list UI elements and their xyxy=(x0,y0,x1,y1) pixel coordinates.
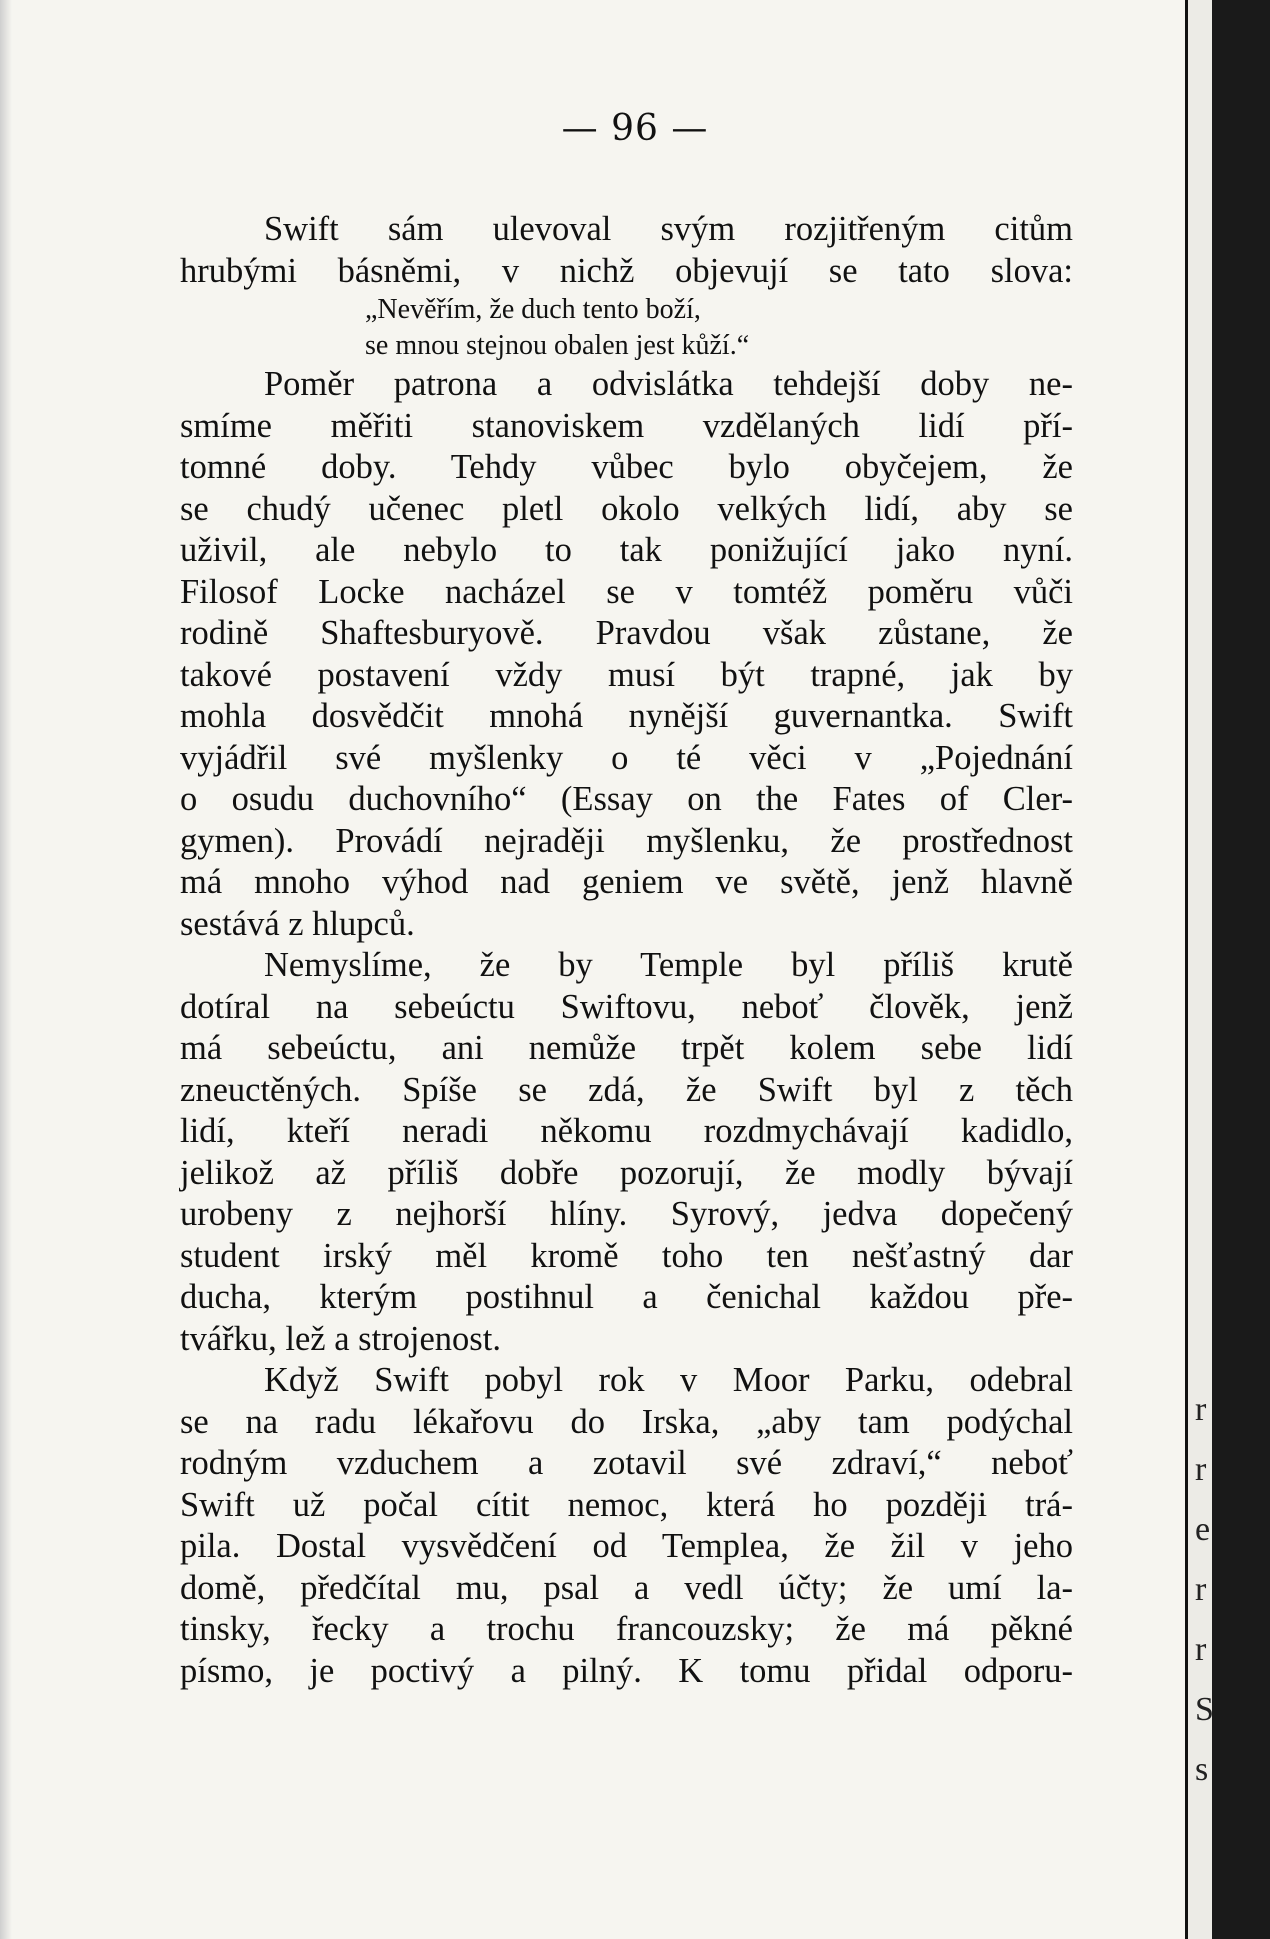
text-line: jelikož až příliš dobře pozorují, že modly bývají xyxy=(180,1153,1073,1192)
margin-mark: r xyxy=(1195,1451,1207,1488)
text-line: urobeny z nejhorší hlíny. Syrový, jedva dopečený xyxy=(180,1195,1073,1233)
margin-mark: r xyxy=(1195,1571,1207,1608)
text-line: ducha, kterým postihnul a čenichal každou pře- xyxy=(180,1278,1073,1316)
page-body-text xyxy=(180,209,1073,1692)
text-line: má sebeúctu, ani nemůže trpět kolem sebe lidí xyxy=(180,1029,1073,1067)
text-line: Poměr patrona a odvislátka tehdejší doby ne- xyxy=(264,365,1073,403)
margin-mark: r xyxy=(1195,1391,1207,1428)
text-line: tinsky, řecky a trochu francouzsky; že má pěkné xyxy=(180,1610,1073,1648)
text-line: rodným vzduchem a zotavil své zdraví,“ neboť xyxy=(180,1444,1073,1482)
text-line: o osudu duchovního“ (Essay on the Fates of Cler- xyxy=(180,780,1073,818)
text-line: student irský měl kromě toho ten nešťastný dar xyxy=(180,1236,1073,1275)
text-line: smíme měřiti stanoviskem vzdělaných lidí pří- xyxy=(180,406,1073,445)
text-line: pila. Dostal vysvědčení od Templea, že žil v jeho xyxy=(180,1527,1073,1565)
text-line: vyjádřil své myšlenky o té věci v „Pojednání xyxy=(180,738,1073,777)
verse-line: „Nevěřím, že duch tento boží, xyxy=(365,294,701,325)
text-line: zneuctěných. Spíše se zdá, že Swift byl z těch xyxy=(180,1070,1073,1109)
text-line: písmo, je poctivý a pilný. K tomu přidal odporu- xyxy=(180,1651,1073,1690)
text-line: má mnoho výhod nad geniem ve světě, jenž hlavně xyxy=(180,863,1073,901)
text-line: Filosof Locke nacházel se v tomtéž poměru vůči xyxy=(180,572,1073,611)
margin-mark: S xyxy=(1195,1691,1214,1728)
page-left-shadow xyxy=(0,0,12,1939)
margin-mark: s xyxy=(1195,1751,1209,1788)
page-number: — 96 — xyxy=(561,108,709,149)
paragraph-4 xyxy=(180,1360,1073,1692)
text-line: Nemyslíme, že by Temple byl příliš krutě xyxy=(264,946,1073,984)
text-line: Když Swift pobyl rok v Moor Parku, odebral xyxy=(264,1361,1073,1399)
text-line: domě, předčítal mu, psal a vedl účty; že umí la- xyxy=(180,1568,1073,1607)
text-line: se chudý učenec pletl okolo velkých lidí, aby se xyxy=(180,489,1073,528)
facing-page-letters xyxy=(1195,1380,1214,1800)
text-line: mohla dosvědčit mnohá nynější guvernantka. Swift xyxy=(180,697,1073,735)
paragraph-1 xyxy=(180,209,1073,292)
text-line: hrubými básněmi, v nichž objevují se tato slova: xyxy=(180,251,1073,290)
text-line: rodině Shaftesburyově. Pravdou však zůstane, že xyxy=(180,614,1073,652)
text-line: tomné doby. Tehdy vůbec bylo obyčejem, že xyxy=(180,448,1073,486)
text-line: tvářku, lež a strojenost. xyxy=(180,1319,501,1358)
text-line: gymen). Provádí nejraději myšlenku, že prostřednost xyxy=(180,821,1073,860)
paragraph-2 xyxy=(180,364,1073,945)
text-line: se na radu lékařovu do Irska, „aby tam podýchal xyxy=(180,1402,1073,1441)
text-line: Swift už počal cítit nemoc, která ho později trá- xyxy=(180,1485,1073,1524)
paragraph-3 xyxy=(180,945,1073,1360)
text-line: lidí, kteří neradi někomu rozdmychávají kadidlo, xyxy=(180,1112,1073,1150)
text-line: dotíral na sebeúctu Swiftovu, neboť člověk, jenž xyxy=(180,987,1073,1026)
verse-line: se mnou stejnou obalen jest kůží.“ xyxy=(365,330,750,361)
text-line: takové postavení vždy musí být trapné, jak by xyxy=(180,655,1073,694)
margin-mark: e xyxy=(1195,1511,1211,1548)
margin-mark: r xyxy=(1195,1631,1207,1668)
text-line: sestává z hlupců. xyxy=(180,904,415,943)
text-line: uživil, ale nebylo to tak ponižující jako nyní. xyxy=(180,531,1073,569)
text-line: Swift sám ulevoval svým rozjitřeným citům xyxy=(264,210,1073,248)
verse-quote xyxy=(180,292,1073,364)
